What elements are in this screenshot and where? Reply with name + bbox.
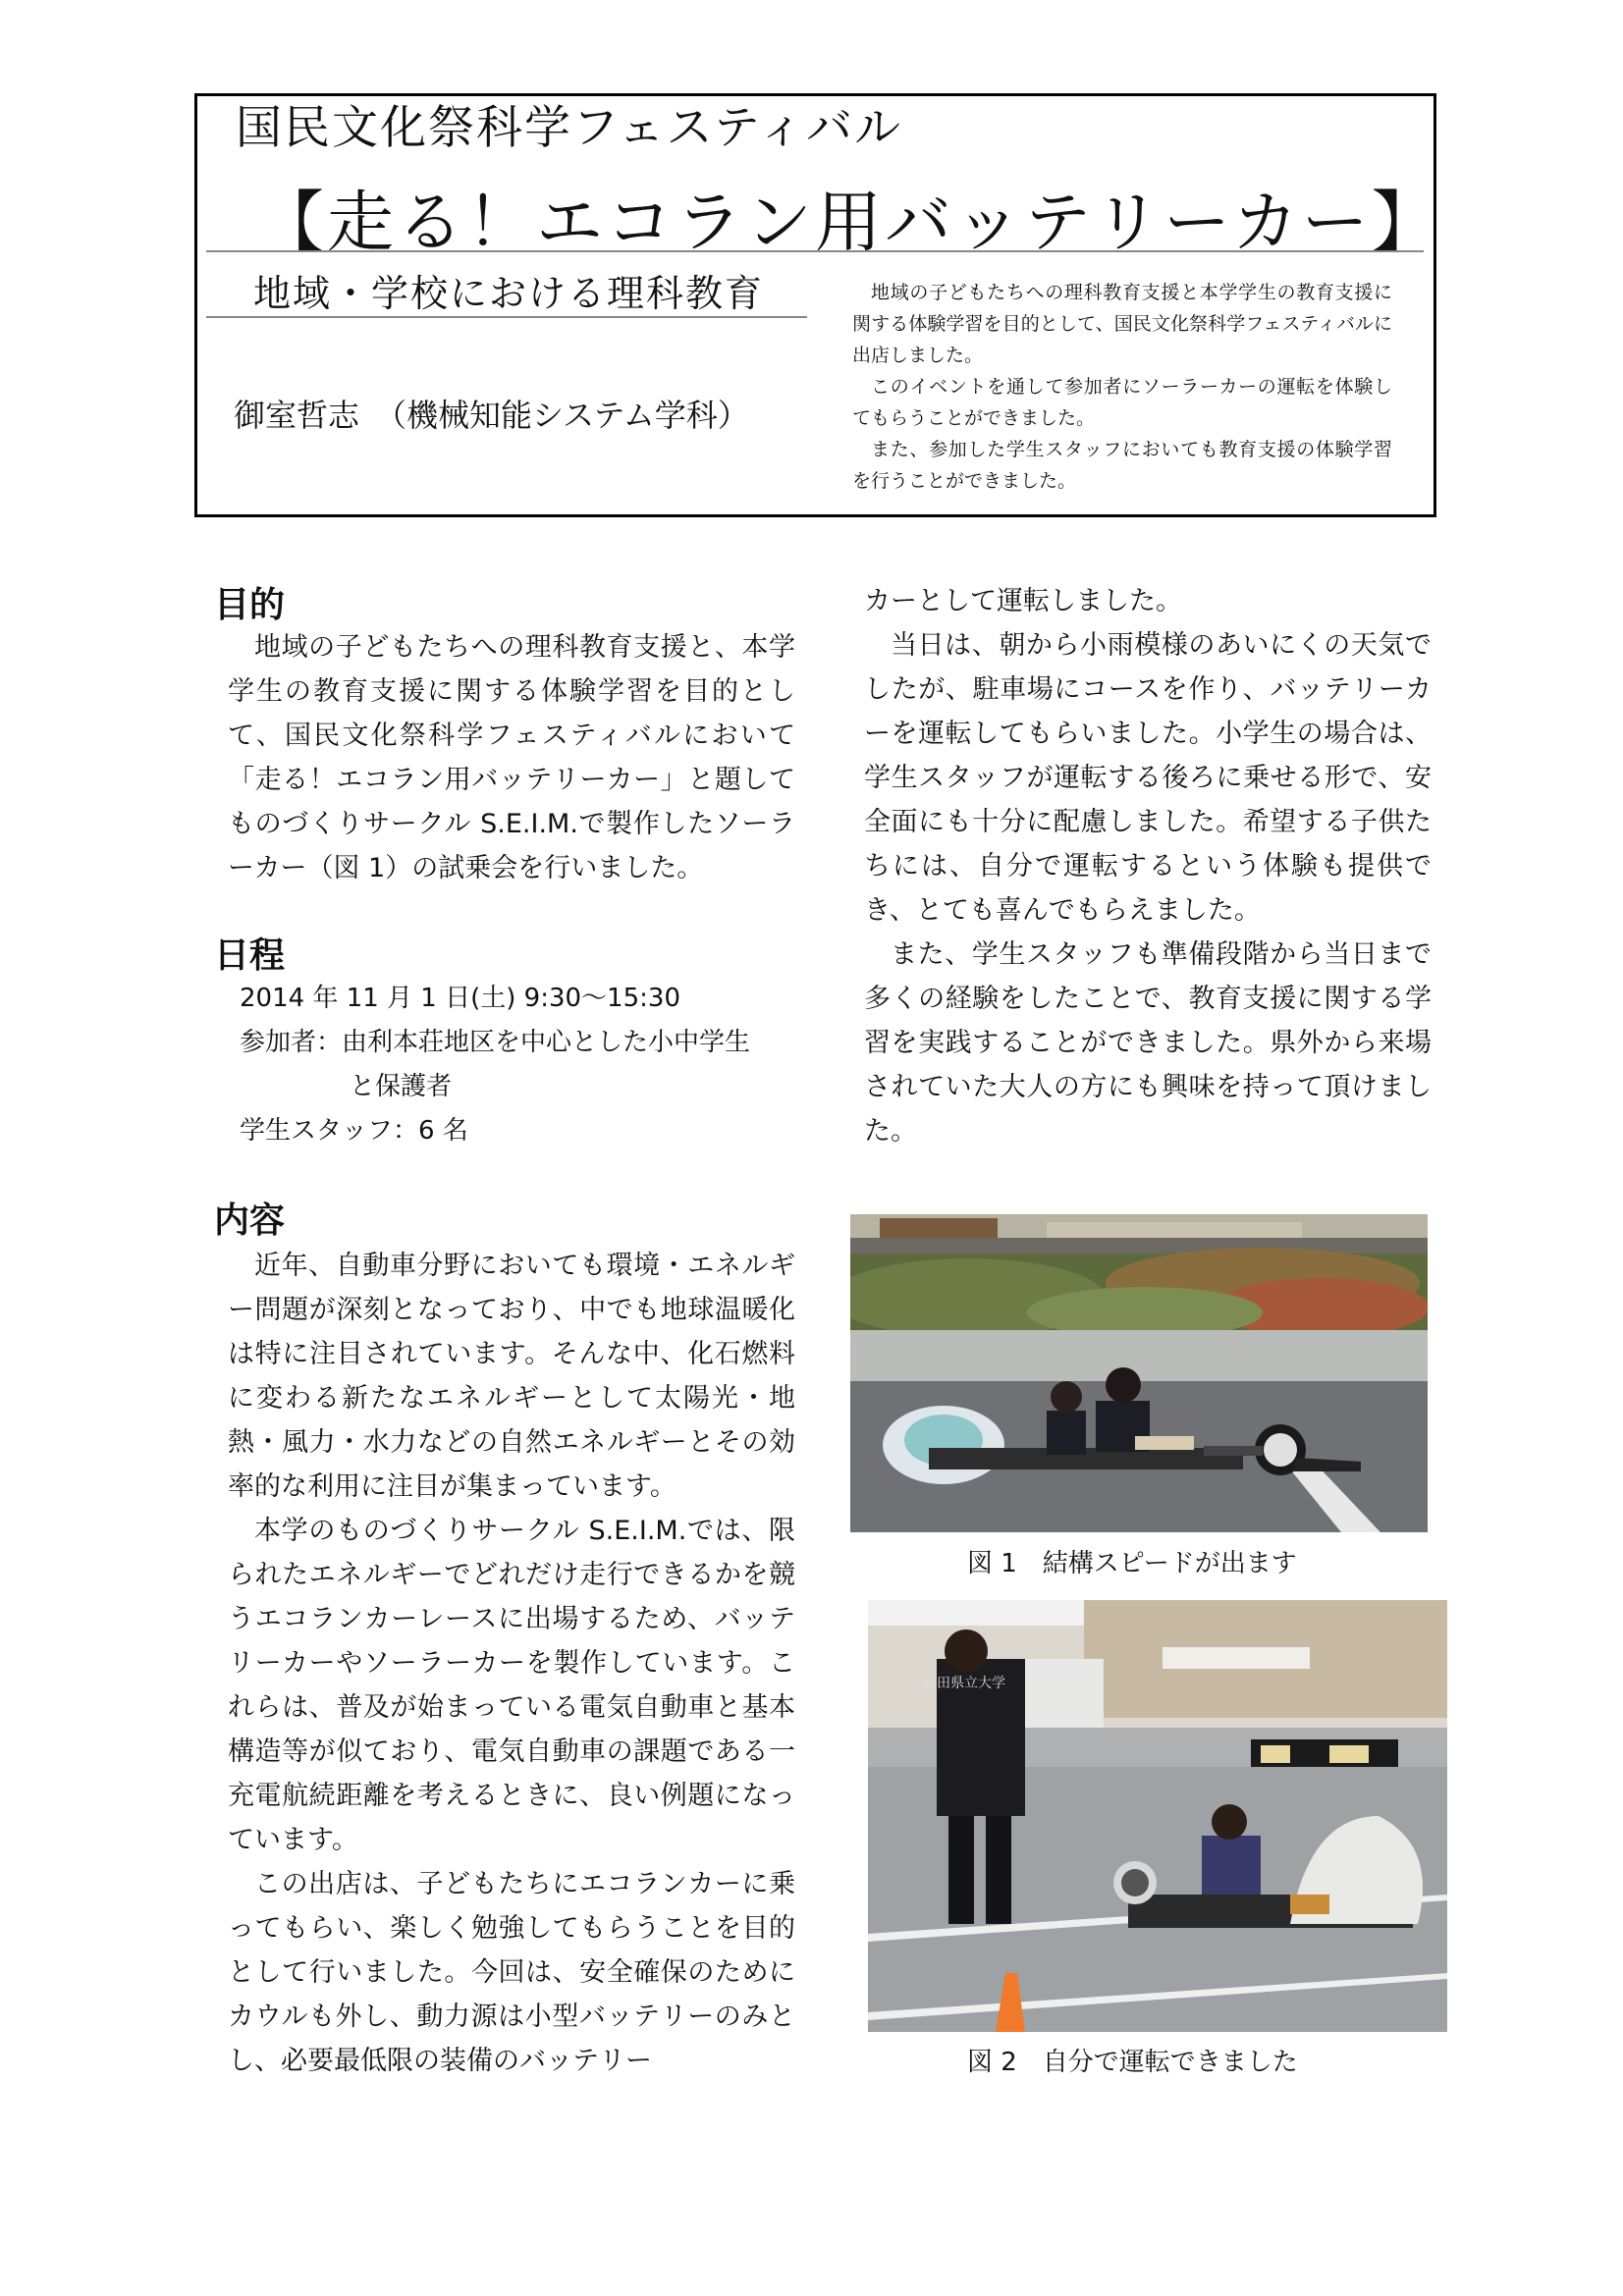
content-text [228,1244,795,2083]
festival-title: 国民文化祭科学フェスティバル [236,101,902,155]
purpose-paragraph: 地域の子どもたちへの理科教育支援と、本学学生の教育支援に関する体験学習を目的として、国民文化祭科学フェスティバルにおいて「走る！エコラン用バッテリーカー」と題してものづくりサークル S.E.I.M.で製作したソーラーカー（図 1）の試乗会を行いました。 [228,632,795,883]
purpose-text [228,625,795,890]
schedule-date: 2014 年 11 月 1 日(土) 9:30〜15:30 [240,984,680,1013]
abstract-paragraph: また、参加した学生スタッフにおいても教育支援の体験学習を行うことができました。 [852,439,1392,492]
schedule-heading: 日程 [214,935,286,976]
content-paragraph: この出店は、子どもたちにエコランカーに乗ってもらい、楽しく勉強してもらうことを目的として行いました。今回は、安全確保のためにカウルも外し、動力源は小型バッテリーのみとし、必要最低限の装備のバッテリー [228,1869,795,2076]
figure-2-photo [868,1600,1447,2032]
schedule-staff: 学生スタッフ：6 名 [240,1116,468,1146]
abstract-paragraph: このイベントを通して参加者にソーラーカーの運転を体験してもらうことができました。 [852,376,1392,429]
right-paragraph: また、学生スタッフも準備段階から当日まで多くの経験をしたことで、教育支援に関する学習を実践することができました。県外から来場されていた大人の方にも興味を持って頂けました。 [864,939,1432,1147]
content-paragraph: 近年、自動車分野においても環境・エネルギー問題が深刻となっており、中でも地球温暖化は特に注目されています。そんな中、化石燃料に変わる新たなエネルギーとして太陽光・地熱・風力・水力などの自然エネルギーとその効率的な利用に注目が集まっています。 [228,1251,795,1502]
content-heading: 内容 [214,1201,286,1241]
purpose-heading: 目的 [214,585,286,625]
right-column-text [864,579,1432,1153]
abstract-paragraph: 地域の子どもたちへの理科教育支援と本学学生の教育支援に関する体験学習を目的として、国民文化祭科学フェスティバルに出店しました。 [852,282,1392,366]
schedule-participants: 参加者：由利本荘地区を中心とした小中学生 [240,1028,751,1057]
page-title: 【走る！エコラン用バッテリーカー】 [257,185,1441,262]
continuation-text: カーとして運転しました。 [864,586,1182,616]
right-paragraph: 当日は、朝から小雨模様のあいにくの天気でしたが、駐車場にコースを作り、バッテリーカーを運転してもらいました。小学生の場合は、学生スタッフが運転する後ろに乗せる形で、安全面にも十分に配慮しました。希望する子供たちには、自分で運転するという体験も提供でき、とても喜んでもらえました。 [864,630,1432,926]
subtitle: 地域・学校における理科教育 [253,272,765,315]
figure-2-caption: 図 2 自分で運転できました [967,2048,1298,2077]
schedule-participants-cont: と保護者 [350,1072,453,1101]
author: 御室哲志 （機械知能システム学科） [234,397,749,434]
title-divider [206,250,1424,252]
abstract [852,277,1392,497]
figure-1-photo [850,1214,1428,1532]
jacket-print: 秋田県立大学 [923,1676,1005,1691]
figure-1-caption: 図 1 結構スピードが出ます [967,1549,1297,1578]
content-paragraph: 本学のものづくりサークル S.E.I.M.では、限られたエネルギーでどれだけ走行できるかを競うエコランカーレースに出場するため、バッテリーカーやソーラーカーを製作しています。これらは、普及が始まっている電気自動車と基本構造等が似ており、電気自動車の課題である一充電航続距離を考えるときに、良い例題になっています。 [228,1516,795,1855]
subtitle-divider [206,316,807,318]
